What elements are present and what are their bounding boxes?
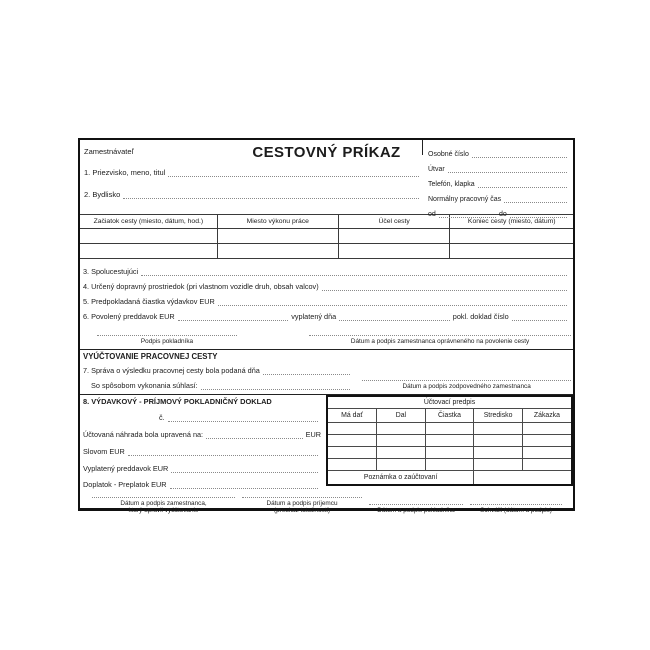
trip-cell [450,244,573,259]
voucher-left [80,395,326,491]
signature-caption: Dátum a podpis zamestnanca, [120,499,207,507]
trip-cell [217,244,338,259]
signature-caption: Schválil (dátum a podpis) [480,507,552,515]
dotted-line [218,303,567,306]
acc-cell [522,422,571,434]
signature-dotted-line [369,498,463,505]
signature-caption: Dátum a podpis príjemcu [266,499,338,507]
signature-settlement-editor [92,491,235,515]
working-hours-label: Normálny pracovný čas [428,196,502,203]
authorizer-signature [309,329,571,346]
accounting-note-label: Poznámka o zaúčtovaní [328,470,474,484]
acc-cell [522,434,571,446]
voucher-title: 8. VÝDAVKOVÝ - PRÍJMOVÝ POKLADNIČNÝ DOKLAD [83,396,272,406]
dotted-line [206,436,303,439]
dotted-line [178,318,289,321]
mid-signature-row [80,329,573,349]
field-advance [80,308,573,323]
report-submitted-label: 7. Správa o výsledku pracovnej cesty bola podaná dňa [83,365,260,375]
form-title: CESTOVNÝ PRÍKAZ [252,144,401,161]
field-phone [428,175,570,190]
acc-cell [474,458,523,470]
dotted-line [448,170,567,173]
responsible-signature-caption: Dátum a podpis zodpovedného zamestnanca [402,383,531,390]
col-debit: Má dať [328,408,377,422]
header-divider [422,140,423,155]
dotted-line [510,215,567,218]
accounting-table-row [328,434,571,446]
trip-cell [338,244,450,259]
signature-dotted-line [92,491,235,498]
voucher-section [80,394,573,491]
dotted-line [123,196,419,199]
acc-cell [425,422,474,434]
field-execution-agreed [83,377,356,392]
field-adjusted-amount [83,424,321,441]
col-center: Stredisko [474,408,523,422]
accounting-table-title-row [328,397,571,409]
from-label: od [428,211,436,218]
execution-agreed-label: So spôsobom vykonania súhlasí: [91,380,198,390]
acc-cell [522,446,571,458]
trip-cell [450,229,573,244]
to-label: do [499,211,507,218]
signature-dotted-line [242,491,362,498]
trip-table [80,214,573,259]
advance-paid-label: Vyplatený preddavok EUR [83,463,169,473]
accounting-note-row [328,470,571,484]
trip-cell [80,229,217,244]
eur-label: EUR [305,429,321,439]
signature-dotted-line [309,329,571,336]
cashier-signature [97,329,237,346]
acc-cell [522,458,571,470]
adjusted-amount-label: Účtovaná náhrada bola upravená na: [83,429,204,439]
field-personal-number [428,145,570,160]
trip-table-row [80,229,573,244]
acc-cell [425,434,474,446]
accounting-note-cell [474,470,571,484]
signature-caption: (preukaz totožnosti) [273,507,331,515]
col-amount: Čiastka [425,408,474,422]
signature-cashier-bottom [369,498,463,515]
signature-dotted-line [470,498,562,505]
balance-label: Doplatok - Preplatok EUR [83,479,167,489]
field-residence-label: 2. Bydlisko [84,190,121,199]
settlement-section [80,362,573,394]
dotted-line [472,155,567,158]
field-working-hours [428,190,570,205]
receipt-number-label: pokl. doklad číslo [452,312,509,321]
advance-label: 6. Povolený preddavok EUR [83,312,175,321]
co-travellers-label: 3. Spolucestujúci [83,267,139,276]
trip-table-row [80,244,573,259]
authorizer-signature-caption: Dátum a podpis zamestnanca oprávneného na povolenie cesty [350,338,530,345]
trip-col-start: Začiatok cesty (miesto, dátum, hod.) [80,215,217,229]
travel-order-form [78,138,575,515]
amount-in-words-label: Slovom EUR [83,446,125,456]
voucher-number-label: č. [159,412,165,422]
form-header [80,140,573,218]
trip-col-purpose: Účel cesty [338,215,450,229]
accounting-table [328,397,571,484]
dotted-line [171,470,318,473]
dotted-line [168,419,318,422]
trip-col-end: Koniec cesty (miesto, dátum) [450,215,573,229]
acc-cell [328,422,377,434]
employer-label: Zamestnávateľ [84,147,134,156]
field-from-to [428,205,570,220]
dotted-line [170,486,318,489]
field-department [428,160,570,175]
acc-cell [377,446,426,458]
trip-cell [80,244,217,259]
dotted-line [478,185,567,188]
acc-cell [328,446,377,458]
field-co-travellers [80,263,573,278]
acc-cell [474,422,523,434]
dotted-line [504,200,567,203]
accounting-table-title: Účtovací predpis [328,397,571,409]
accounting-table-header-row [328,408,571,422]
accounting-table-row [328,422,571,434]
dotted-line [128,453,318,456]
trip-col-place: Miesto výkonu práce [217,215,338,229]
field-name-title [84,168,422,177]
signature-caption: ktorý upravil vyúčtovanie [128,507,199,515]
acc-cell [328,434,377,446]
dotted-line [322,288,567,291]
signature-approver [470,498,562,515]
department-label: Útvar [428,166,445,173]
field-residence [84,190,422,199]
dotted-line [339,318,450,321]
signature-dotted-line [97,329,237,336]
settlement-section-title: VYÚČTOVANIE PRACOVNEJ CESTY [80,349,573,362]
bottom-signature-row [80,491,573,522]
settlement-left [83,362,356,392]
acc-cell [474,434,523,446]
col-credit: Dal [377,408,426,422]
transport-label: 4. Určený dopravný prostriedok (pri vlastnom vozidle druh, obsah valcov) [83,282,319,291]
paid-on-label: vyplatený dňa [291,312,337,321]
dotted-line [512,318,567,321]
dotted-line [263,372,350,375]
accounting-table-wrap [326,395,573,486]
accounting-table-row [328,446,571,458]
dotted-line [201,387,351,390]
trip-cell [217,229,338,244]
dotted-line [141,273,567,276]
trip-cell [338,229,450,244]
field-voucher-number [159,409,321,424]
field-amount-in-words [83,441,321,458]
field-transport [80,278,573,293]
expected-expenses-label: 5. Predpokladaná čiastka výdavkov EUR [83,297,215,306]
personal-info-block [428,145,570,220]
dotted-line [168,174,419,177]
field-report-submitted [83,362,356,377]
accounting-table-row [328,458,571,470]
acc-cell [425,446,474,458]
personal-number-label: Osobné číslo [428,151,469,158]
acc-cell [377,458,426,470]
signature-recipient [242,491,362,515]
signature-caption: Dátum a podpis pokladníka [377,507,455,515]
field-name-title-label: 1. Priezvisko, meno, titul [84,168,166,177]
acc-cell [328,458,377,470]
col-order: Zákazka [522,408,571,422]
dotted-line [439,215,496,218]
acc-cell [377,434,426,446]
field-advance-paid [83,458,321,475]
cashier-signature-caption: Podpis pokladníka [140,338,194,345]
field-expected-expenses [80,293,573,308]
acc-cell [474,446,523,458]
acc-cell [377,422,426,434]
responsible-signature [362,362,571,392]
signature-dotted-line [362,374,571,381]
field-balance [83,475,321,491]
acc-cell [425,458,474,470]
phone-label: Telefón, klapka [428,181,475,188]
